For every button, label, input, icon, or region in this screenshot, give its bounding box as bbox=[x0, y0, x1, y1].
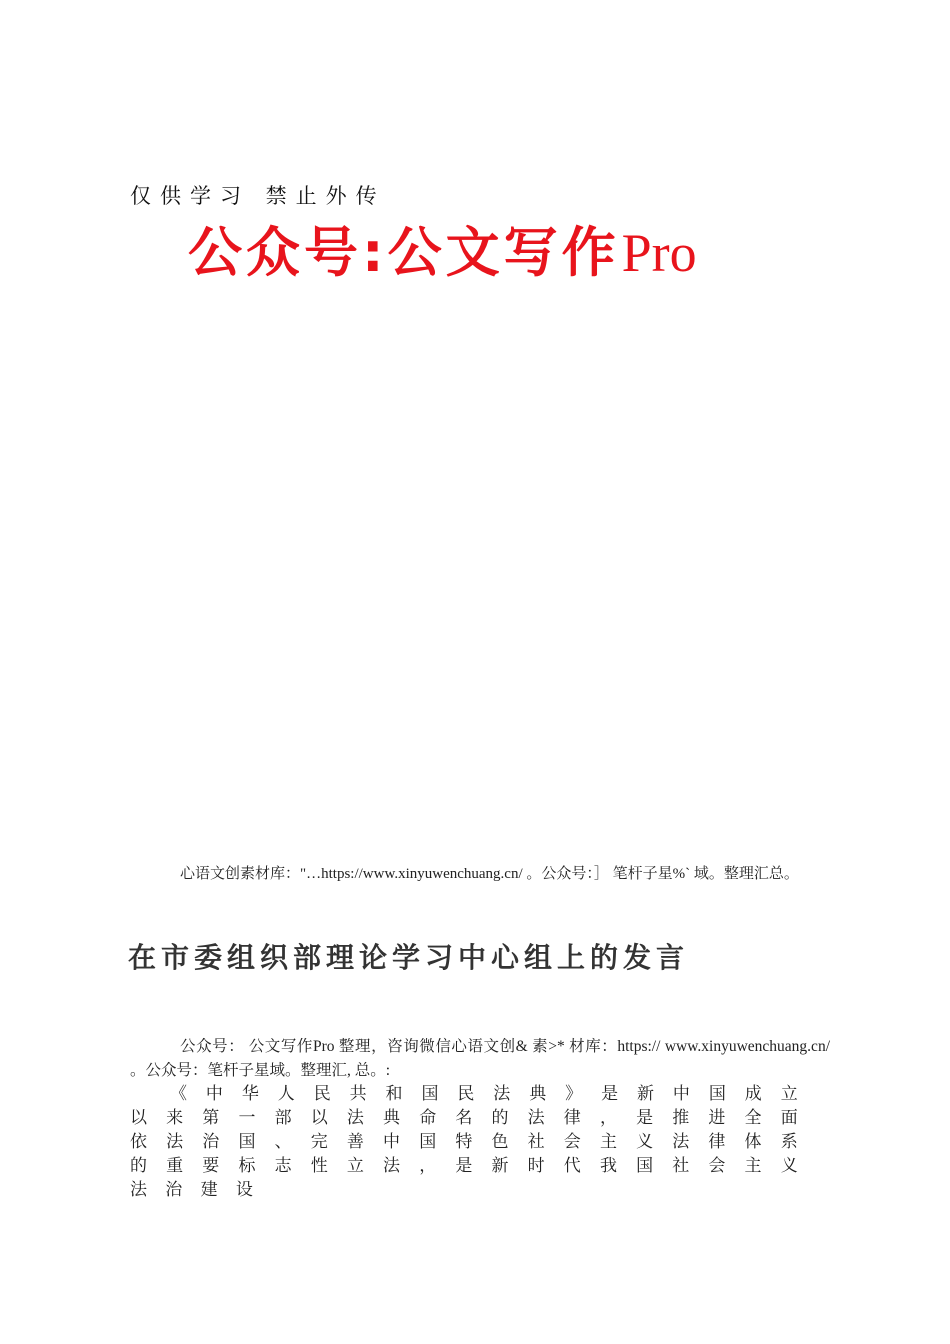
brand-chinese-text: 公众号:公文写作 bbox=[188, 221, 620, 284]
brand-banner bbox=[188, 221, 697, 284]
distribution-notice: 仅供学习 禁止外传 bbox=[130, 184, 386, 208]
document-meta: 公众号： 公文写作Pro 整理，咨询微信心语文创& 素>* 材库：https:// www.xinyuwenchuang.cn/ 。公众号：笔杆子星域。整理汇, 总。: bbox=[130, 1038, 830, 1079]
source-attribution: 心语文创素材库："…https://www.xinyuwenchuang.cn/ 。公众号：］ 笔杆子星%` 域。整理汇总。 bbox=[180, 866, 799, 882]
brand-latin-text: Pro bbox=[621, 223, 697, 283]
document-title: 在市委组织部理论学习中心组上的发言 bbox=[128, 941, 690, 974]
body-paragraph: 《中华人民共和国民法典》是新中国成立以来第一部以法典命名的法律，是推进全面依法治国、完善中国特色社会主义法律体系的重要标志性立法，是新时代我国社会主义法治建设 bbox=[130, 1084, 816, 1200]
